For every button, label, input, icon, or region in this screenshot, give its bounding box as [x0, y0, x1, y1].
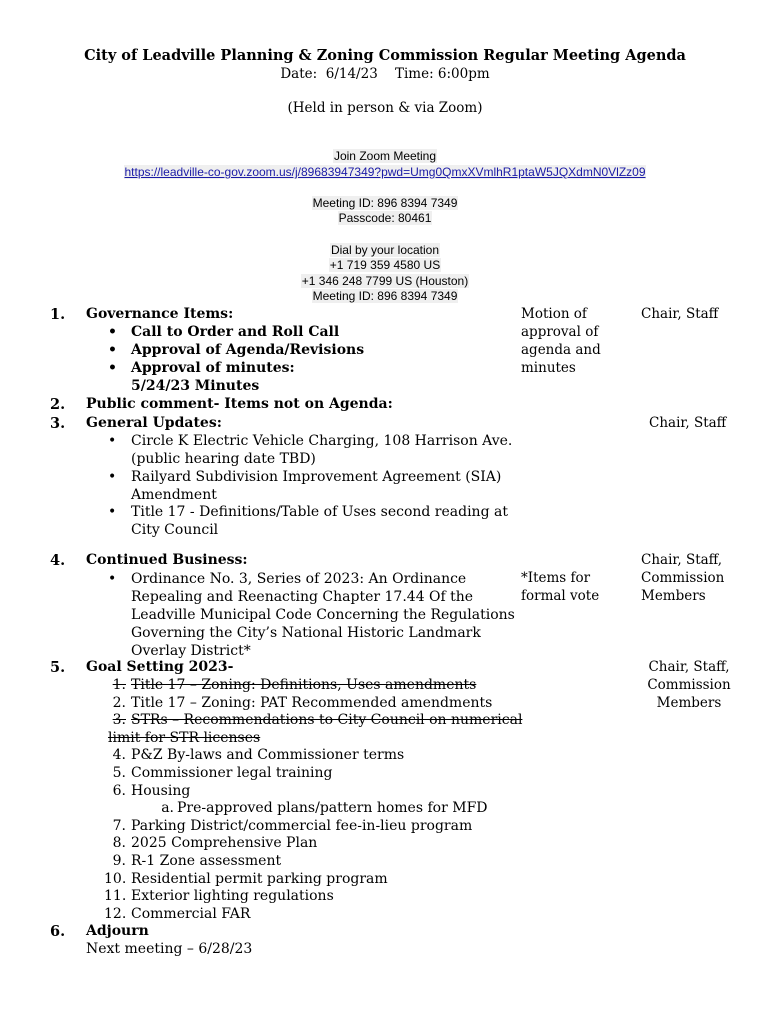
goal-item: Commissioner legal training [131, 765, 333, 781]
next-meeting: Next meeting – 6/28/23 [86, 941, 253, 957]
goal-item-number: a. [161, 800, 174, 817]
dial-phone-2: +1 346 248 7799 US (Houston) [301, 274, 469, 288]
goal-item: STRs – Recommendations to City Council on numerical [131, 712, 523, 729]
goal-item-number: 9. [112, 853, 126, 869]
bullet-glyph: • [108, 504, 117, 520]
goal-item-number: 5. [112, 765, 126, 781]
bullet-glyph: • [108, 433, 117, 449]
responsible-party: Chair, Staff, Commission Members [641, 552, 725, 604]
responsible-party: Chair, Staff [641, 306, 719, 322]
goal-item: Title 17 – Zoning: Definitions, Uses amendments [131, 677, 477, 693]
goal-item-number: 7. [112, 817, 126, 834]
goal-item: Exterior lighting regulations [131, 888, 334, 905]
agenda-title: City of Leadville Planning & Zoning Commission Regular Meeting Agenda [84, 47, 686, 64]
goal-item-number: 8. [112, 835, 126, 852]
action-note: *Items for formal vote [521, 570, 600, 604]
goal-item: Residential permit parking program [131, 870, 388, 887]
item-title: Adjourn [86, 923, 149, 939]
bullet-glyph: • [108, 571, 117, 587]
goal-item: Pre-approved plans/pattern homes for MFD [177, 800, 488, 817]
bullet-glyph: • [108, 342, 117, 358]
zoom-meeting-link[interactable]: https://leadville-co-gov.zoom.us/j/89683947349?pwd=Umg0QmxXVmlhR1ptaW5JQXdmN0VlZz09 [124, 165, 646, 179]
list-item: Approval of Agenda/Revisions [131, 342, 365, 358]
goal-item-number: 10. [104, 870, 127, 887]
item-title: Public comment- Items not on Agenda: [86, 396, 393, 412]
goal-item: R-1 Zone assessment [131, 853, 282, 869]
list-item: 5/24/23 Minutes [131, 378, 260, 394]
zoom-join-label: Join Zoom Meeting [333, 149, 437, 163]
item-title: Goal Setting 2023- [86, 659, 234, 675]
responsible-party: Chair, Staff [649, 415, 727, 431]
item-number: 1. [50, 306, 66, 323]
list-item: Railyard Subdivision Improvement Agreement (SIA) Amendment [131, 469, 502, 503]
goal-item: Parking District/commercial fee-in-lieu program [131, 817, 473, 834]
goal-item-number: 2. [112, 694, 126, 711]
bullet-glyph: • [108, 324, 117, 340]
goal-item-number: 1. [112, 677, 126, 693]
item-number: 5. [50, 659, 66, 676]
goal-item: 2025 Comprehensive Plan [131, 835, 318, 852]
list-item: Circle K Electric Vehicle Charging, 108 Harrison Ave. (public hearing date TBD) [131, 433, 513, 467]
item-number: 6. [50, 923, 66, 940]
bullet-glyph: • [108, 360, 117, 376]
dial-meeting-id: Meeting ID: 896 8394 7349 [312, 289, 458, 303]
goal-item: limit for STR licenses [108, 729, 261, 746]
responsible-party: Chair, Staff, Commission Members [647, 659, 731, 711]
zoom-passcode: Passcode: 80461 [338, 211, 432, 225]
zoom-meeting-id: Meeting ID: 896 8394 7349 [312, 196, 458, 210]
list-item: Title 17 - Definitions/Table of Uses second reading at City Council [131, 504, 508, 538]
bullet-glyph: • [108, 469, 117, 485]
meeting-format-note: (Held in person & via Zoom) [287, 100, 483, 116]
dial-phone-1: +1 719 359 4580 US [329, 258, 441, 272]
dial-heading: Dial by your location [330, 243, 440, 257]
goal-item-number: 12. [104, 905, 127, 922]
item-title: General Updates: [86, 415, 222, 431]
item-number: 3. [50, 415, 66, 432]
goal-item: Title 17 – Zoning: PAT Recommended amendments [131, 694, 493, 711]
item-title: Governance Items: [86, 306, 234, 322]
action-note: Motion of approval of agenda and minutes [521, 306, 601, 376]
goal-item: Commercial FAR [131, 905, 251, 922]
goal-item-number: 11. [104, 888, 127, 905]
item-title: Continued Business: [86, 552, 248, 568]
goal-item: Housing [131, 782, 191, 799]
goal-item-number: 6. [112, 782, 126, 799]
goal-item-number: 4. [112, 747, 126, 764]
list-item: Approval of minutes: [131, 360, 295, 376]
list-item: Call to Order and Roll Call [131, 324, 340, 340]
zoom-info [0, 149, 770, 165]
meeting-date-time: Date: 6/14/23 Time: 6:00pm [280, 66, 490, 82]
goal-item-number: 3. [112, 712, 126, 729]
item-number: 4. [50, 552, 66, 569]
item-number: 2. [50, 396, 66, 413]
goal-item: P&Z By-laws and Commissioner terms [131, 747, 405, 764]
list-item: Ordinance No. 3, Series of 2023: An Ordinance Repealing and Reenacting Chapter 17.44 Of the Leadville Municipal Code Concerning the Regulations Governing the City’s National Historic Landmark Overlay District* [131, 571, 515, 659]
